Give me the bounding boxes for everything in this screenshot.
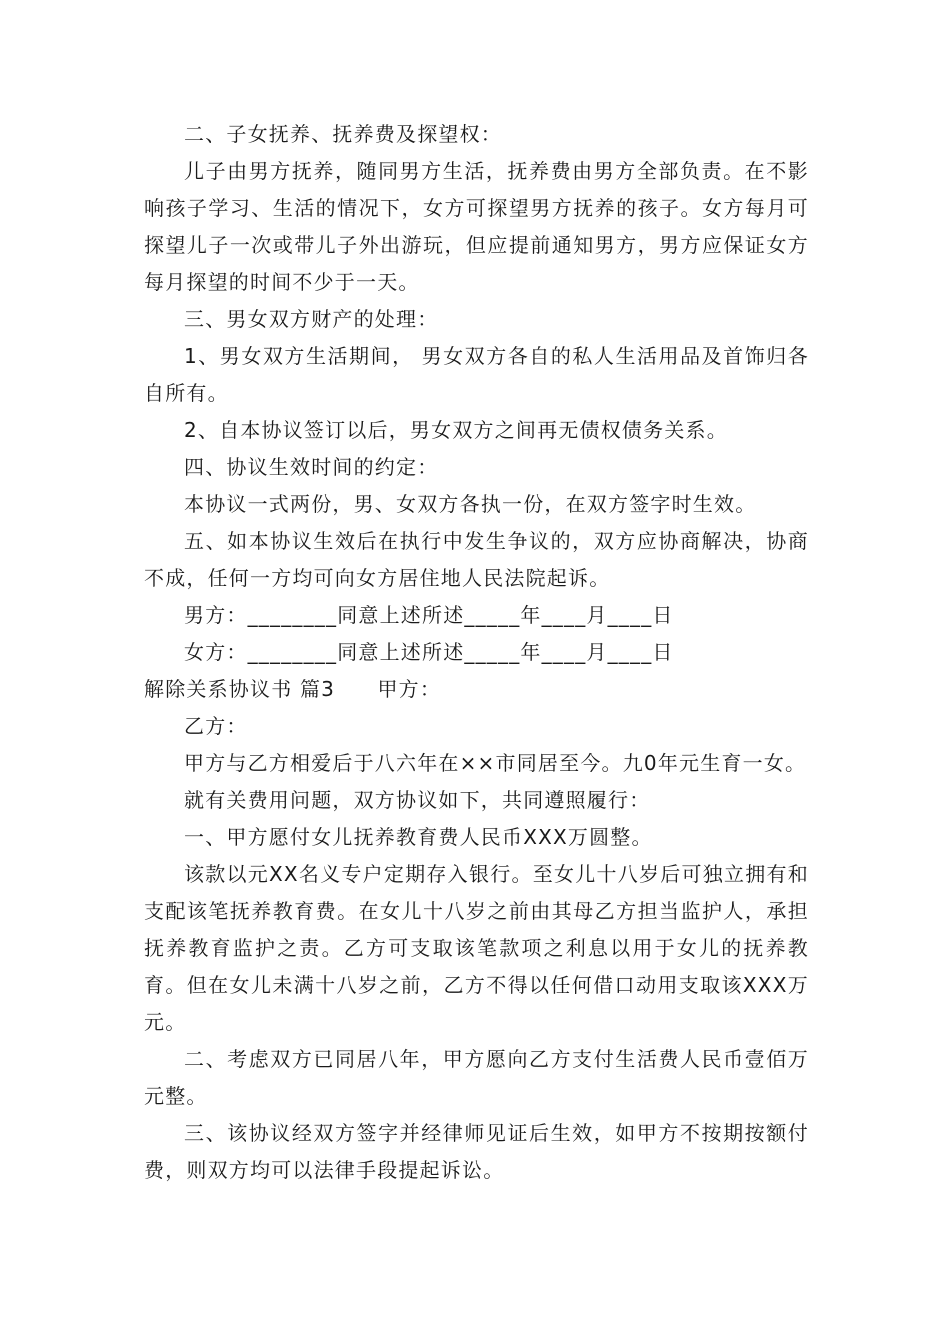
party-b-label: 乙方： [184,714,248,738]
section-heading-custody: 二、子女抚养、抚养费及探望权： [184,122,502,146]
section-heading-effective-date: 四、协议生效时间的约定： [184,455,439,479]
paragraph-property-item-1: 1、男女双方生活期间， 男女双方各自的私人生活用品及首饰归各自所有。 [144,344,809,405]
paragraph-dispute-resolution: 五、如本协议生效后在执行中发生争议的，双方应协商解决，协商不成，任何一方均可向女方居住地人民法院起诉。 [144,529,809,590]
signature-line-female: 女方：________同意上述所述_____年____月____日 [184,640,674,664]
paragraph-property-item-2: 2、自本协议签订以后，男女双方之间再无债权债务关系。 [184,418,728,442]
paragraph-agreement-intro: 就有关费用问题，双方协议如下，共同遵照履行： [184,788,651,812]
document-body [144,116,809,1189]
signature-line-male: 男方：________同意上述所述_____年____月____日 [184,603,674,627]
paragraph-background: 甲方与乙方相爱后于八六年在××市同居至今。九0年元生育一女。 [184,751,807,775]
clause-1-education-fee: 一、甲方愿付女儿抚养教育费人民币XXX万圆整。 [184,825,653,849]
paragraph-deposit-terms: 该款以元XX名义专户定期存入银行。至女儿十八岁后可独立拥有和支配该笔抚养教育费。在女儿十八岁之前由其母乙方担当监护人，承担抚养教育监护之责。乙方可支取该笔款项之利息以用于女儿的抚养教育。但在女儿未满十八岁之前，乙方不得以任何借口动用支取该XXX万元。 [144,862,809,1034]
paragraph-custody-terms: 儿子由男方抚养，随同男方生活，抚养费由男方全部负责。在不影响孩子学习、生活的情况下，女方可探望男方抚养的孩子。女方每月可探望儿子一次或带儿子外出游玩，但应提前通知男方，男方应保证女方每月探望的时间不少于一天。 [144,159,809,294]
clause-3-effectiveness: 三、该协议经双方签字并经律师见证后生效，如甲方不按期按额付费，则双方均可以法律手段提起诉讼。 [144,1121,809,1182]
section-heading-property: 三、男女双方财产的处理： [184,307,439,331]
agreement-title-part-3: 解除关系协议书 篇3 甲方： [144,677,442,701]
clause-2-living-expenses: 二、考虑双方已同居八年，甲方愿向乙方支付生活费人民币壹佰万元整。 [144,1047,809,1108]
paragraph-effective-terms: 本协议一式两份，男、女双方各执一份，在双方签字时生效。 [184,492,757,516]
